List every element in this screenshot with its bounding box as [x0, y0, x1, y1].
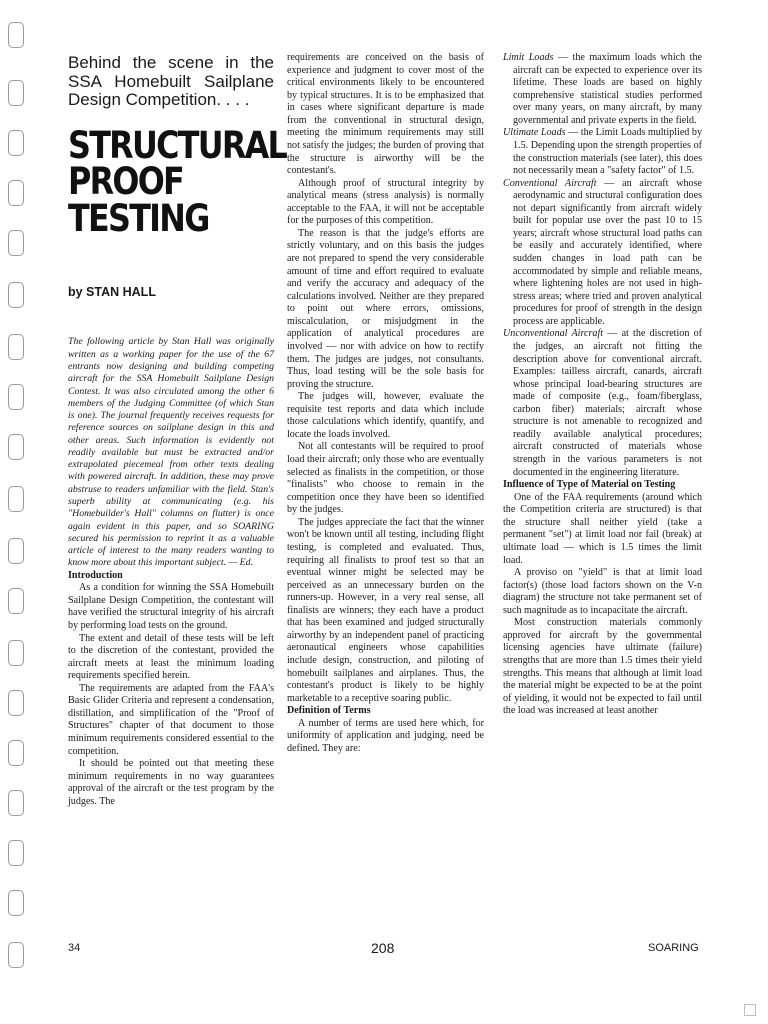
editor-note	[68, 336, 274, 569]
paragraph: It should be pointed out that meeting these minimum requirements in no way guarantees approval of the aircraft or the test program by the judges. The	[68, 758, 274, 807]
binder-hole	[8, 640, 24, 666]
binder-hole	[8, 486, 24, 512]
paragraph: The judges appreciate the fact that the winner won't be known until all testing, including flight testing, is completed and evaluated. Thus, requiring all finalists to proof test so that an eventual winner might be selected may be perceived as an unnecessary burden on the runners-up. However, in a very real sense, all finalists are winners; they each have a product that has been examined and judged structurally airworthy by an independent panel of practicing aeronautical engineers whose capabilities include design, construction, and piloting of homebuilt sailplanes and airplanes. Thus, the contestant's product is likely to be highly marketable to a receptive soaring public.	[287, 516, 484, 704]
column-3	[503, 52, 702, 718]
section-heading-material: Influence of Type of Material on Testing	[503, 479, 676, 491]
editor-note-text: The following article by Stan Hall was originally written as a working paper for the use of the 67 entrants now designing and building competing aircraft for the SSA Homebuilt Sailplane Design Contest. It was also circulated among the other 6 members of the Judging Committee (of which Stan is one). The journal frequently receives requests for reference sources on sailplane design in this and other areas. Such information is evidently not readily available but must be extracted and/or extrapolated piecemeal from other texts dealing with powered aircraft. In addition, these may prove abstruse to readers unfamiliar with the field. Stan's superb ability at communicating (e.g. his "Homebuilder's Hall" columns on flutter) is once again evident in this paper, and so SOARING secured his permission to reprint it as a valuable article of interest to the many readers wanting to know more about this important subject. — Ed.	[68, 336, 274, 569]
paragraph: A proviso on "yield" is that at limit load factor(s) (those load factors shown on the V-n diagram) the structure not take permanent set of such magnitude as to incapacitate the aircraft.	[503, 567, 702, 616]
definition-item	[503, 52, 702, 127]
binder-hole	[8, 538, 24, 564]
scan-corner-mark	[744, 1004, 756, 1016]
definition-text: — an aircraft whose aerodynamic and structural configuration does not depart significantly from aircraft widely built for popular use over the past 10 to 15 years; aircraft whose structural load paths can be easily and accurately identified, where sudden changes in load path can be accommodated by simple and reliable means, where lightening holes are not used in high-stress areas; where tried and proven analytical procedures for proof of strength in the design process are applicable.	[513, 177, 702, 327]
paragraph: Not all contestants will be required to proof load their aircraft; only those who are eventually selected as finalists in the competition, or those "finalists" who choose to remain in the competition once they have been so identified by the judges.	[287, 441, 484, 516]
byline: by STAN HALL	[68, 284, 156, 299]
definitions-list	[503, 52, 702, 479]
paragraph: The requirements are adapted from the FAA's Basic Glider Criteria and represent a condensation, distillation, and simplification of the "Proof of Structures" chapter of that document to those minimum requirements considered essential to the competition.	[68, 682, 275, 757]
paragraph: The judges will, however, evaluate the requisite test reports and data which include those calculations which identify, quantify, and locate the loads involved.	[287, 391, 484, 440]
binder-hole	[8, 890, 24, 916]
definition-text: — the maximum loads which the aircraft can be expected to experience over its lifetime. These loads are based on highly comprehensive statistical studies performed over many years, on many aircraft, by many governmental and private experts in the field.	[513, 52, 702, 126]
title-line: TESTING	[68, 196, 209, 240]
binder-hole	[8, 334, 24, 360]
section-heading-definitions: Definition of Terms	[287, 705, 371, 717]
column-1	[68, 52, 287, 808]
definition-text: — the Limit Loads multiplied by 1.5. Depending upon the strength properties of the construction materials (see later), this does not necessarily mean a "safety factor" of 1.5.	[513, 127, 702, 177]
column-2	[287, 52, 484, 756]
binder-hole	[8, 942, 24, 968]
binder-hole	[8, 588, 24, 614]
definition-term: Limit Loads	[503, 52, 554, 63]
page-number-left: 34	[68, 942, 81, 954]
binder-hole	[8, 230, 24, 256]
paragraph: requirements are conceived on the basis of experience and judgment to cover most of the critical environments likely to be encountered by typical structures. It is to be emphasized that in cases where significant departure is made from the conventional in structural design, meeting the minimum requirements may still not satisfy the judges; the burden of proving that the structure is airworthy will be the contestant's.	[287, 52, 484, 177]
paragraph: Although proof of structural integrity by analytical means (stress analysis) is normally acceptable to the FAA, it will not be acceptable for the purposes of this competition.	[287, 177, 484, 227]
paragraph: As a condition for winning the SSA Homebuilt Sailplane Design Competition, the contestant will have verified the structural integrity of his aircraft by performing load tests on the ground.	[68, 582, 274, 631]
binder-hole	[8, 790, 24, 816]
paragraph: The reason is that the judge's efforts are strictly voluntary, and on this basis the judges are not prepared to spend the very considerable amount of time and effort required to evaluate and verify the accuracy and adequacy of the calculations involved. Neither are they prepared to point out where errors, omissions, miscalculation, or misjudgment in the application of analytical procedures are involved — nor with advice on how to rectify them. The judges are judges, not consultants. Thus, load testing will be the sole basis for proving the structure.	[287, 227, 484, 390]
kicker: Behind the scene in the SSA Homebuilt Sailplane Design Competition. . . .	[68, 53, 274, 110]
definition-item	[503, 178, 702, 329]
section-heading-introduction: Introduction	[68, 569, 123, 581]
binder-hole	[8, 130, 24, 156]
definition-text: — at the discretion of the judges, an aircraft not fitting the description above for conventional aircraft. Examples: tailless aircraft, canards, aircraft whose principal load-bearing structures are made of composite (e.g., foam/fiberglass, carbon fiber) materials; aircraft whose structure is not amenable to recognized and readily available analytical procedures; aircraft constructed of materials whose strength in the various parameters is not documented in the engineering literature.	[513, 328, 702, 478]
binder-hole	[8, 282, 24, 308]
definition-term: Conventional Aircraft	[503, 177, 597, 189]
definition-term: Ultimate Loads	[503, 127, 566, 139]
definition-term: Unconventional Aircraft	[503, 328, 604, 340]
title-line: STRUCTURAL	[68, 124, 287, 168]
page-number-center: 208	[371, 940, 395, 956]
title-line: PROOF	[68, 160, 184, 204]
binder-hole	[8, 840, 24, 866]
binder-hole	[8, 22, 24, 48]
article-title	[68, 124, 287, 240]
paragraph: One of the FAA requirements (around which the Competition criteria are structured) is that the structure shall neither yield (take a permanent "set") at limit load nor fail (break) at ultimate load — which is 1.5 times the limit load.	[503, 491, 702, 566]
binder-hole	[8, 80, 24, 106]
binder-hole	[8, 180, 24, 206]
paragraph: Most construction materials commonly approved for aircraft by the governmental licensing agencies have ultimate (failure) strengths that are more than 1.5 times their yield strengths. This means that although at limit load the material might be expected to be at the point of yielding, it would not be expected to fail until the load was increased at least another	[503, 617, 702, 717]
binder-hole	[8, 434, 24, 460]
paragraph: A number of terms are used here which, for uniformity of application and judging, need be defined. They are:	[287, 717, 484, 754]
binder-hole	[8, 740, 24, 766]
definition-item	[503, 127, 702, 177]
definition-item	[503, 328, 702, 479]
paragraph: The extent and detail of these tests will be left to the discretion of the contestant, provided the aircraft meets at least the minimum loading requirements specified herein.	[68, 632, 274, 682]
binder-hole	[8, 384, 24, 410]
binder-hole	[8, 690, 24, 716]
magazine-name: SOARING	[648, 942, 699, 954]
